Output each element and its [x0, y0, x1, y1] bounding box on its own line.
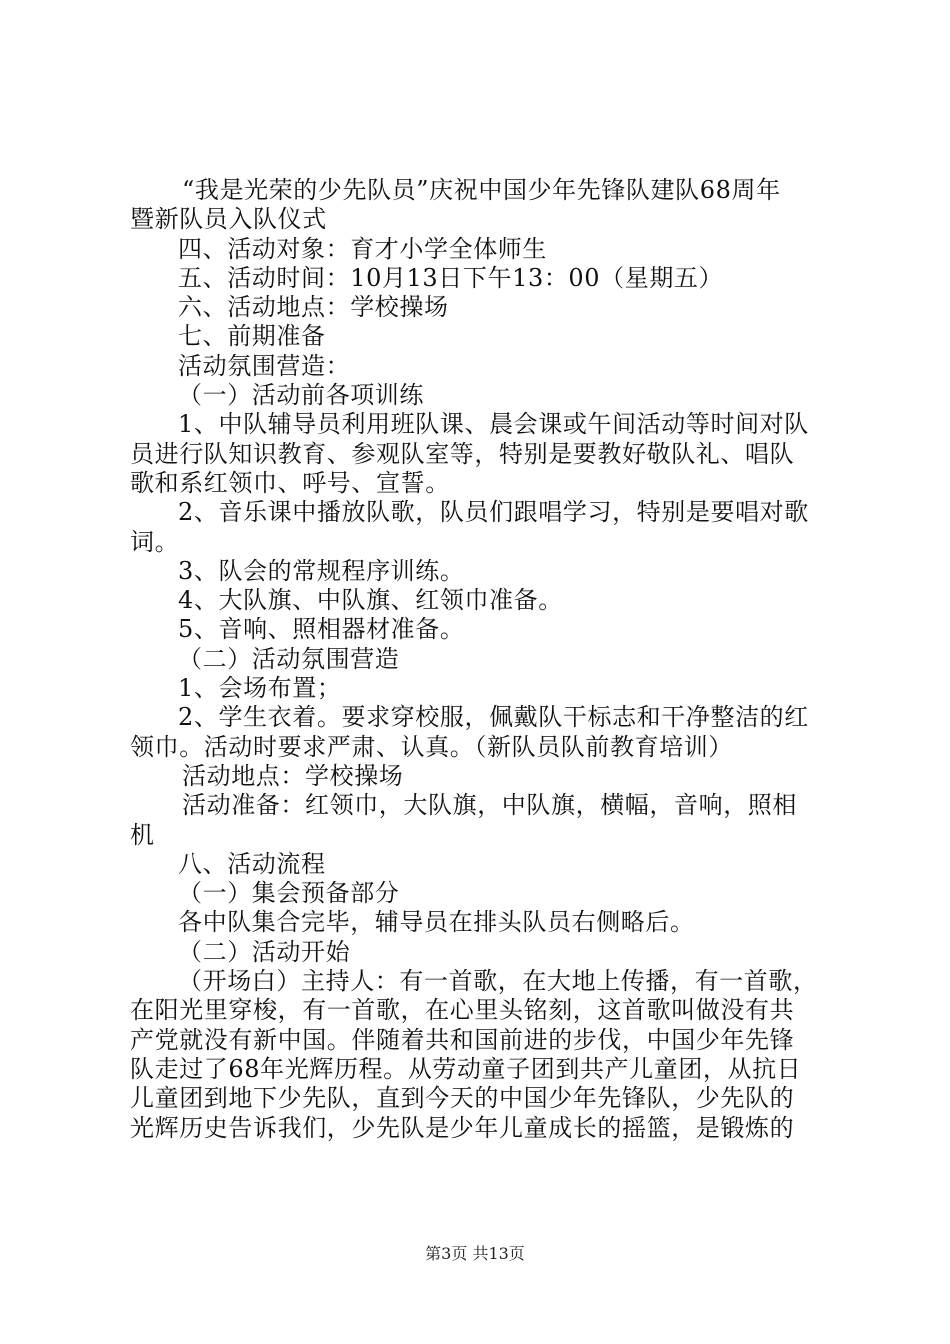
text-line: （开场白）主持人：有一首歌，在大地上传播，有一首歌， [178, 967, 818, 996]
text-line: 暨新队员入队仪式 [130, 205, 327, 234]
text-line: 六、活动地点：学校操场 [178, 293, 449, 322]
text-line: 活动地点：学校操场 [182, 761, 404, 790]
text-line: 词。 [130, 527, 180, 556]
text-line: 2、学生衣着。要求穿校服，佩戴队干标志和干净整洁的红 [178, 703, 809, 732]
text-line: 活动准备：红领巾，大队旗，中队旗，横幅，音响，照相 [182, 791, 797, 820]
text-line: 在阳光里穿梭，有一首歌，在心里头铭刻，这首歌叫做没有共 [130, 996, 795, 1025]
text-line: 1、中队辅导员利用班队课、晨会课或午间活动等时间对队 [178, 410, 809, 439]
text-line: 2、音乐课中播放队歌，队员们跟唱学习，特别是要唱对歌 [178, 498, 809, 527]
document-body [130, 176, 832, 1143]
text-line: 活动氛围营造： [178, 351, 351, 380]
text-line: 机 [130, 820, 155, 849]
text-line: 四、活动对象：育才小学全体师生 [178, 234, 547, 263]
text-line: 员进行队知识教育、参观队室等，特别是要教好敬队礼、唱队 [130, 439, 795, 468]
text-line: （二）活动氛围营造 [178, 644, 400, 673]
text-line: 领巾。活动时要求严肃、认真。（新队员队前教育培训） [130, 732, 733, 761]
text-line: （一）活动前各项训练 [178, 381, 424, 410]
text-line: 1、会场布置； [178, 674, 342, 703]
text-line: 光辉历史告诉我们，少先队是少年儿童成长的摇篮，是锻炼的 [130, 1113, 795, 1142]
text-line: 5、音响、照相器材准备。 [178, 615, 465, 644]
text-line: 八、活动流程 [178, 849, 326, 878]
text-line: 歌和系红领巾、呼号、宣誓。 [130, 468, 450, 497]
text-line: （一）集会预备部分 [178, 879, 400, 908]
text-line: 产党就没有新中国。伴随着共和国前进的步伐，中国少年先锋 [130, 1025, 795, 1054]
text-line: 各中队集合完毕，辅导员在排头队员右侧略后。 [178, 908, 695, 937]
text-line: “我是光荣的少先队员”庆祝中国少年先锋队建队68周年 [182, 176, 781, 204]
text-line: 3、队会的常规程序训练。 [178, 556, 465, 585]
text-line: （二）活动开始 [178, 937, 351, 966]
page-footer: 第3页 共13页 [425, 1244, 525, 1263]
text-line: 儿童团到地下少先队，直到今天的中国少年先锋队，少先队的 [130, 1084, 795, 1113]
text-line: 五、活动时间：10月13日下午13：00（星期五） [178, 263, 724, 292]
text-line: 队走过了68年光辉历程。从劳动童子团到共产儿童团，从抗日 [130, 1054, 802, 1083]
text-line: 七、前期准备 [178, 322, 326, 351]
text-line: 4、大队旗、中队旗、红领巾准备。 [178, 586, 563, 615]
